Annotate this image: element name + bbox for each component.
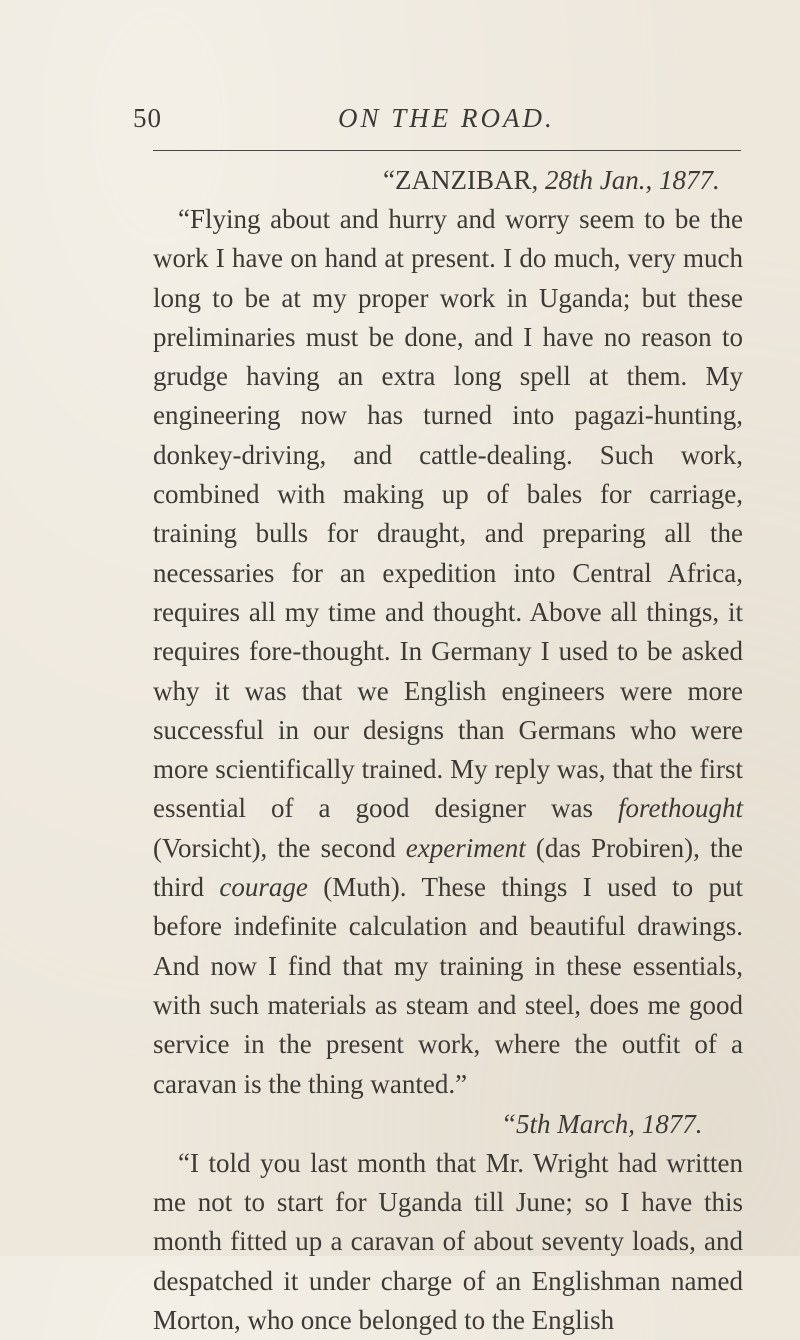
running-head xyxy=(133,103,743,143)
paragraph-1-cont-c: (Muth). These things I used to put before indefinite calculation and beautiful drawings. And now I find that my training in these essentials, with such materials as steam and steel, does me good service in the present work, where the outfit of a caravan is the thing wanted.” xyxy=(153,872,743,1099)
dateline-place: “ZANZIBAR, xyxy=(383,165,545,195)
italic-forethought: forethought xyxy=(618,793,743,824)
paragraph-1-text: “Flying about and hurry and worry seem to be the work I have on hand at present. I do much, very much long to be at my proper work in Uganda; but these preliminaries must be done, and I have no reason to grudge having an extra long spell at them. My engineering now has turned into pagazi-hunting, donkey-driving, and cattle-dealing. Such work, combined with making up of bales for carriage, training bulls for draught, and preparing all the necessaries for an expedition into Central Africa, requires all my time and thought. Above all things, it requires fore-thought. In Germany I used to be asked why it was that we English engineers were more successful in our designs than Germans who were more scientifically trained. My reply was, that the first essential of a good designer was xyxy=(153,204,743,824)
dateline-zanzibar xyxy=(153,160,743,200)
running-title: ON THE ROAD. xyxy=(338,103,555,133)
paragraph-1-cont-b: (das Probiren), the third xyxy=(153,832,743,903)
page-number: 50 xyxy=(133,103,162,133)
dateline-date: 28th Jan., 1877. xyxy=(544,165,720,195)
letter-paragraph-2 xyxy=(153,1144,743,1340)
dateline-march xyxy=(153,1104,743,1144)
paragraph-2-text: “I told you last month that Mr. Wright had written me not to start for Uganda till June; so I have this month fitted up a caravan of about seventy loads, and despatched it under charge of an Englishman named Morton, who once belonged to the English xyxy=(153,1147,743,1336)
paragraph-1-cont-a: (Vorsicht), the second xyxy=(153,832,406,863)
italic-courage: courage xyxy=(219,872,308,903)
header-rule xyxy=(153,150,741,151)
dateline-march-text: “5th March, 1877. xyxy=(501,1108,703,1139)
body-text xyxy=(153,160,743,1340)
letter-paragraph-1 xyxy=(153,200,743,1104)
italic-experiment: experiment xyxy=(405,832,526,863)
